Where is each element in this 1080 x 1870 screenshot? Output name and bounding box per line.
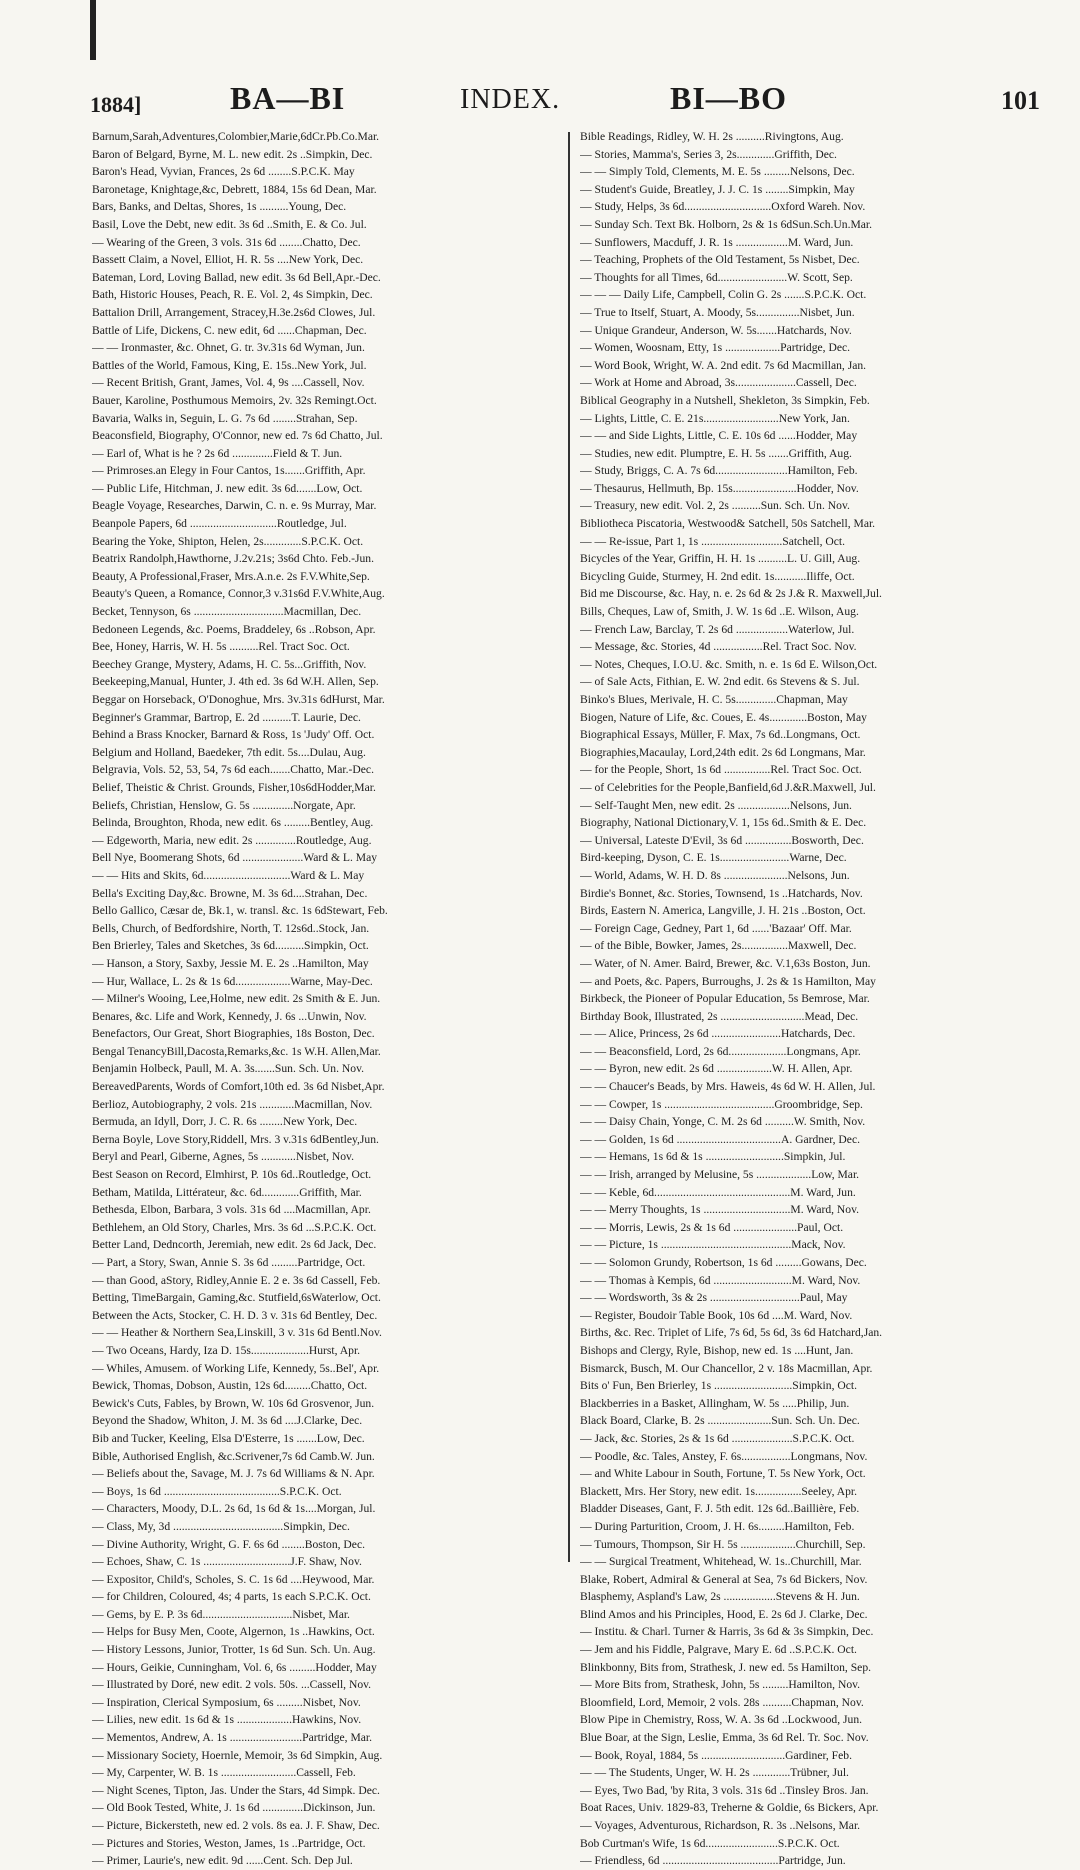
left-margin-rule [90, 0, 96, 60]
index-entry: — Sunday Sch. Text Bk. Holborn, 2s & 1s 6dSun.Sch.Un.Mar. [580, 217, 873, 231]
index-entry: — — The Students, Unger, W. H. 2s .............Trübner, Jul. [580, 1766, 849, 1780]
index-entry: — and White Labour in South, Fortune, T. 5s New York, Oct. [580, 1467, 866, 1481]
year-label: 1884] [90, 92, 142, 117]
index-entry: — Word Book, Wright, W. A. 2nd edit. 7s 6d Macmillan, Jan. [580, 358, 867, 372]
index-entry: Bauer, Karoline, Posthumous Memoirs, 2v. 32s Remingt.Oct. [92, 393, 377, 407]
index-entry: — of Celebrities for the People,Banfield,6d J.&R.Maxwell, Jul. [580, 780, 876, 794]
index-entry: Bell Nye, Boomerang Shots, 6d .....................Ward & L. May [92, 851, 378, 865]
index-entry: Births, &c. Rec. Triplet of Life, 7s 6d, 5s 6d, 3s 6d Hatchard,Jan. [580, 1326, 883, 1340]
index-entry: — Picture, Bickersteth, new ed. 2 vols. 8s ea. J. F. Shaw, Dec. [92, 1819, 380, 1832]
left-column [92, 128, 552, 1870]
index-entry: — Edgeworth, Maria, new edit. 2s ..............Routledge, Aug. [92, 833, 372, 847]
index-entry: — Sunflowers, Macduff, J. R. 1s ..................M. Ward, Jun. [580, 235, 854, 249]
index-entry: — Lilies, new edit. 1s 6d & 1s ...................Hawkins, Nov. [92, 1713, 362, 1727]
index-entry: Birthday Book, Illustrated, 2s .............................Mead, Dec. [580, 1009, 859, 1023]
index-entry: — than Good, aStory, Ridley,Annie E. 2 e. 3s 6d Cassell, Feb. [92, 1273, 381, 1287]
index-entry: Belinda, Broughton, Rhoda, new edit. 6s .........Bentley, Aug. [92, 816, 374, 830]
index-entry: — Characters, Moody, D.L. 2s 6d, 1s 6d & 1s....Morgan, Jul. [92, 1502, 376, 1516]
index-entry: Battalion Drill, Arrangement, Stracey,H.3e.2s6d Clowes, Jul. [92, 305, 376, 319]
index-entry: Birdie's Bonnet, &c. Stories, Townsend, 1s ..Hatchards, Nov. [580, 886, 863, 900]
index-entry: Bladder Diseases, Gant, F. J. 5th edit. 12s 6d..Baillière, Feb. [580, 1502, 860, 1516]
index-entry: Berlioz, Autobiography, 2 vols. 21s ............Macmillan, Nov. [92, 1097, 373, 1111]
index-entry: — Boys, 1s 6d ........................................S.P.C.K. Oct. [92, 1484, 342, 1498]
index-entry: Bismarck, Busch, M. Our Chancellor, 2 v. 18s Macmillan, Apr. [580, 1361, 873, 1375]
index-entry: Best Season on Record, Elmhirst, P. 10s 6d..Routledge, Oct. [92, 1168, 372, 1182]
index-entry: Bateman, Lord, Loving Ballad, new edit. 3s 6d Bell,Apr.-Dec. [92, 270, 381, 284]
index-entry: — Two Oceans, Hardy, Iza D. 15s....................Hurst, Apr. [92, 1343, 361, 1357]
index-entry: Bassett Claim, a Novel, Elliot, H. R. 5s ....New York, Dec. [92, 253, 364, 267]
index-entry: Bits o' Fun, Ben Brierley, 1s ...........................Simpkin, Oct. [580, 1379, 858, 1393]
index-entry: — — Wordsworth, 3s & 2s ...............................Paul, May [580, 1291, 848, 1305]
index-entry: — Pictures and Stories, Weston, James, 1s ..Partridge, Oct. [92, 1836, 366, 1850]
index-entry: — Voyages, Adventurous, Richardson, R. 3s ..Nelsons, Mar. [580, 1819, 861, 1832]
index-entry: Beggar on Horseback, O'Donoghue, Mrs. 3v.31s 6dHurst, Mar. [92, 693, 385, 706]
index-entry: Blinkbonny, Bits from, Strathesk, J. new ed. 5s Hamilton, Sep. [580, 1660, 872, 1674]
index-entry: Biogen, Nature of Life, &c. Coues, E. 4s.............Boston, May [580, 710, 867, 724]
index-entry: — During Parturition, Croom, J. H. 6s.........Hamilton, Feb. [580, 1519, 855, 1533]
index-entry: Beatrix Randolph,Hawthorne, J.2v.21s; 3s6d Chto. Feb.-Jun. [92, 552, 374, 566]
index-entry: — Public Life, Hitchman, J. new edit. 3s 6d.......Low, Oct. [92, 481, 363, 495]
index-entry: — Beliefs about the, Savage, M. J. 7s 6d Williams & N. Apr. [92, 1467, 375, 1481]
index-entry: — Study, Briggs, C. A. 7s 6d.........................Hamilton, Feb. [580, 464, 858, 478]
index-entry: Belgium and Holland, Baedeker, 7th edit. 5s....Dulau, Aug. [92, 745, 366, 759]
index-entry: — Class, My, 3d ......................................Simpkin, Dec. [92, 1519, 350, 1533]
index-entry: — World, Adams, W. H. D. 8s ......................Nelsons, Jun. [580, 868, 850, 882]
index-entry: — Women, Woosnam, Etty, 1s ...................Partridge, Dec. [580, 341, 851, 355]
index-entry: Beryl and Pearl, Giberne, Agnes, 5s ............Nisbet, Nov. [92, 1150, 354, 1164]
index-entry: — — Surgical Treatment, Whitehead, W. 1s..Churchill, Mar. [580, 1555, 862, 1569]
index-entry: — Jack, &c. Stories, 2s & 1s 6d .....................S.P.C.K. Oct. [580, 1431, 855, 1445]
index-entry: — — Hemans, 1s 6d & 1s ...........................Simpkin, Jul. [580, 1150, 846, 1164]
index-entry: — — Hits and Skits, 6d..............................Ward & L. May [92, 868, 365, 882]
index-entry: — Study, Helps, 3s 6d..............................Oxford Wareh. Nov. [580, 200, 866, 214]
index-entry: Benares, &c. Life and Work, Kennedy, J. 6s ...Unwin, Nov. [92, 1009, 367, 1023]
index-entry: Bewick's Cuts, Fables, by Brown, W. 10s 6d Grosvenor, Jun. [92, 1396, 375, 1410]
index-entry: — Teaching, Prophets of the Old Testament, 5s Nisbet, Dec. [580, 253, 860, 267]
index-entry: — Universal, Lateste D'Evil, 3s 6d ................Bosworth, Dec. [580, 833, 864, 847]
index-entry: BereavedParents, Words of Comfort,10th ed. 3s 6d Nisbet,Apr. [92, 1080, 385, 1094]
index-entry: — Old Book Tested, White, J. 1s 6d ..............Dickinson, Jun. [92, 1801, 376, 1815]
left-range-heading: BA—BI [230, 80, 346, 116]
index-entry: — Book, Royal, 1884, 5s .............................Gardiner, Feb. [580, 1748, 852, 1762]
index-entry: — — Picture, 1s .............................................Mack, Nov. [580, 1238, 846, 1252]
index-entry: — Recent British, Grant, James, Vol. 4, 9s ....Cassell, Nov. [92, 376, 365, 390]
index-entry: — Water, of N. Amer. Baird, Brewer, &c. V.1,63s Boston, Jun. [580, 956, 871, 970]
index-entry: Bethesda, Elbon, Barbara, 3 vols. 31s 6d ....Macmillan, Apr. [92, 1203, 371, 1217]
index-entry: — Jem and his Fiddle, Palgrave, Mary E. 6d ..S.P.C.K. Oct. [580, 1643, 857, 1657]
index-entry: Blow Pipe in Chemistry, Ross, W. A. 3s 6d ..Lockwood, Jun. [580, 1713, 863, 1727]
index-entry: — French Law, Barclay, T. 2s 6d ..................Waterlow, Jul. [580, 622, 855, 636]
index-entry: Birkbeck, the Pioneer of Popular Education, 5s Bemrose, Mar. [580, 992, 870, 1006]
index-entry: — Hours, Geikie, Cunningham, Vol. 6, 6s .........Hodder, May [92, 1660, 377, 1674]
index-entry: Bella's Exciting Day,&c. Browne, M. 3s 6d....Strahan, Dec. [92, 886, 368, 900]
index-entry: — — Golden, 1s 6d ....................................A. Gardner, Dec. [580, 1132, 860, 1146]
column-divider [568, 132, 570, 1562]
index-entry: — Divine Authority, Wright, G. F. 6s 6d ........Boston, Dec. [92, 1537, 365, 1551]
index-entry: Becket, Tennyson, 6s ...............................Macmillan, Dec. [92, 605, 362, 619]
index-entry: — — Beaconsfield, Lord, 2s 6d....................Longmans, Apr. [580, 1044, 861, 1058]
index-entry: — — Re-issue, Part 1, 1s ............................Satchell, Oct. [580, 534, 846, 548]
index-entry: Beliefs, Christian, Henslow, G. 5s ..............Norgate, Apr. [92, 798, 356, 812]
index-entry: — Poodle, &c. Tales, Anstey, F. 6s.................Longmans, Nov. [580, 1449, 868, 1463]
index-entry: Basil, Love the Debt, new edit. 3s 6d ..Smith, E. & Co. Jul. [92, 217, 367, 231]
index-entry: Berna Boyle, Love Story,Riddell, Mrs. 3 v.31s 6dBentley,Jun. [92, 1132, 379, 1146]
index-entry: — Primroses.an Elegy in Four Cantos, 1s.......Griffith, Apr. [92, 464, 366, 478]
index-entry: — Notes, Cheques, I.O.U. &c. Smith, n. e. 1s 6d E. Wilson,Oct. [580, 657, 878, 671]
index-entry: — Studies, new edit. Plumptre, E. H. 5s .......Griffith, Aug. [580, 446, 852, 460]
index-entry: — Illustrated by Doré, new edit. 2 vols. 50s. ...Cassell, Nov. [92, 1678, 372, 1692]
index-entry: — — Simply Told, Clements, M. E. 5s .........Nelsons, Dec. [580, 165, 855, 179]
index-entry: Baronetage, Knightage,&c, Debrett, 1884, 15s 6d Dean, Mar. [92, 182, 377, 196]
right-column [580, 128, 1040, 1870]
index-entry: — Tumours, Thompson, Sir H. 5s ...................Churchill, Sep. [580, 1537, 866, 1551]
index-entry: Benefactors, Our Great, Short Biographies, 18s Boston, Dec. [92, 1027, 375, 1041]
index-entry: — Register, Boudoir Table Book, 10s 6d ....M. Ward, Nov. [580, 1308, 853, 1322]
index-entry: Biographies,Macaulay, Lord,24th edit. 2s 6d Longmans, Mar. [580, 745, 866, 759]
index-entry: — Eyes, Two Bad, 'by Rita, 3 vols. 31s 6d ..Tinsley Bros. Jan. [580, 1783, 869, 1797]
index-entry: Beaconsfield, Biography, O'Connor, new ed. 7s 6d Chatto, Jul. [92, 429, 383, 443]
index-entry: Bearing the Yoke, Shipton, Helen, 2s.............S.P.C.K. Oct. [92, 534, 364, 548]
index-entry: — Night Scenes, Tipton, Jas. Under the Stars, 4d Simpk. Dec. [92, 1783, 380, 1797]
index-entry: — — Ironmaster, &c. Ohnet, G. tr. 3v.31s 6d Wyman, Jun. [92, 341, 365, 355]
index-entry: — Primer, Laurie's, new edit. 9d ......Cent. Sch. Dep Jul. [92, 1854, 353, 1868]
index-entry: — — Morris, Lewis, 2s & 1s 6d ......................Paul, Oct. [580, 1220, 844, 1234]
index-entry: — — Solomon Grundy, Robertson, 1s 6d .........Gowans, Dec. [580, 1256, 867, 1269]
index-entry: Blackett, Mrs. Her Story, new edit. 1s................Seeley, Apr. [580, 1484, 858, 1498]
index-entry: Bengal TenancyBill,Dacosta,Remarks,&c. 1s W.H. Allen,Mar. [92, 1044, 381, 1058]
index-entry: — Stories, Mamma's, Series 3, 2s.............Griffith, Dec. [580, 147, 837, 161]
index-entry: — — Merry Thoughts, 1s ..............................M. Ward, Nov. [580, 1203, 860, 1217]
index-entry: Betham, Matilda, Littérateur, &c. 6d.............Griffith, Mar. [92, 1185, 362, 1199]
index-entry: — Thesaurus, Hellmuth, Bp. 15s......................Hodder, Nov. [580, 481, 859, 495]
index-entry: — Lights, Little, C. E. 21s..........................New York, Jan. [580, 411, 850, 425]
index-entry: — More Bits from, Strathesk, John, 5s .........Hamilton, Nov. [580, 1678, 861, 1692]
index-entry: Bible, Authorised English, &c.Scrivener,7s 6d Camb.W. Jun. [92, 1449, 375, 1463]
index-entry: Behind a Brass Knocker, Barnard & Ross, 1s 'Judy' Off. Oct. [92, 728, 375, 742]
index-entry: Beekeeping,Manual, Hunter, J. 4th ed. 3s 6d W.H. Allen, Sep. [92, 675, 379, 689]
index-entry: — of Sale Acts, Fithian, E. W. 2nd edit. 6s Stevens & S. Jul. [580, 675, 860, 689]
index-entry: Baron's Head, Vyvian, Frances, 2s 6d ........S.P.C.K. May [92, 165, 355, 179]
index-entry: Bee, Honey, Harris, W. H. 5s ..........Rel. Tract Soc. Oct. [92, 640, 350, 654]
index-entry: Binko's Blues, Merivale, H. C. 5s..............Chapman, May [580, 693, 848, 706]
index-entry: Bewick, Thomas, Dobson, Austin, 12s 6d.........Chatto, Oct. [92, 1379, 368, 1393]
page-header [90, 80, 1040, 126]
index-entry: Bethlehem, an Old Story, Charles, Mrs. 3s 6d ...S.P.C.K. Oct. [92, 1220, 377, 1234]
index-entry: — — — Daily Life, Campbell, Colin G. 2s .......S.P.C.K. Oct. [580, 288, 867, 302]
index-entry: Black Board, Clarke, B. 2s ......................Sun. Sch. Un. Dec. [580, 1414, 860, 1428]
index-entry: Belgravia, Vols. 52, 53, 54, 7s 6d each.......Chatto, Mar.-Dec. [92, 763, 374, 777]
index-entry: Blue Boar, at the Sign, Leslie, Emma, 3s 6d Rel. Tr. Soc. Nov. [580, 1731, 869, 1745]
index-entry: Biblical Geography in a Nutshell, Shekleton, 3s Simpkin, Feb. [580, 393, 870, 407]
index-entry: Blasphemy, Aspland's Law, 2s ..................Stevens & H. Jun. [580, 1590, 860, 1604]
index-entry: — Whiles, Amusem. of Working Life, Kennedy, 5s..Bel', Apr. [92, 1361, 380, 1375]
index-entry: — Foreign Cage, Gedney, Part 1, 6d ......'Bazaar' Off. Mar. [580, 921, 852, 935]
index-entry: — Missionary Society, Hoernle, Memoir, 3s 6d Simpkin, Aug. [92, 1748, 383, 1762]
index-entry: — — and Side Lights, Little, C. E. 10s 6d ......Hodder, May [580, 429, 858, 443]
index-entry: — — Alice, Princess, 2s 6d ........................Hatchards, Dec. [580, 1027, 856, 1041]
index-entry: — Gems, by E. P. 3s 6d...............................Nisbet, Mar. [92, 1607, 350, 1621]
index-entry: — Thoughts for all Times, 6d........................W. Scott, Sep. [580, 270, 853, 284]
index-entry: Bicycles of the Year, Griffin, H. H. 1s ..........L. U. Gill, Aug. [580, 552, 861, 566]
index-entry: — for Children, Coloured, 4s; 4 parts, 1s each S.P.C.K. Oct. [92, 1590, 371, 1604]
index-entry: Bird-keeping, Dyson, C. E. 1s........................Warne, Dec. [580, 851, 847, 865]
index-entry: Beanpole Papers, 6d ..............................Routledge, Jul. [92, 517, 347, 531]
index-entry: Bills, Cheques, Law of, Smith, J. W. 1s 6d ..E. Wilson, Aug. [580, 605, 859, 619]
index-entry: — Unique Grandeur, Anderson, W. 5s.......Hatchards, Nov. [580, 323, 852, 337]
index-entry: — Hanson, a Story, Saxby, Jessie M. E. 2s ..Hamilton, May [92, 956, 369, 970]
index-entry: Bob Curtman's Wife, 1s 6d.........................S.P.C.K. Oct. [580, 1836, 840, 1850]
index-entry: — Milner's Wooing, Lee,Holme, new edit. 2s Smith & E. Jun. [92, 992, 381, 1006]
index-entry: — — Thomas à Kempis, 6d ...........................M. Ward, Nov. [580, 1273, 861, 1287]
right-range-heading: BI—BO [670, 80, 788, 116]
index-entry: — My, Carpenter, W. B. 1s ..........................Cassell, Feb. [92, 1766, 356, 1780]
index-entry: Blake, Robert, Admiral & General at Sea, 7s 6d Bickers, Nov. [580, 1572, 868, 1586]
index-entry: Bicycling Guide, Sturmey, H. 2nd edit. 1s...........Iliffe, Oct. [580, 569, 855, 583]
index-entry: Betting, TimeBargain, Gaming,&c. Stutfield,6sWaterlow, Oct. [92, 1291, 381, 1305]
index-entry: — Part, a Story, Swan, Annie S. 3s 6d .........Partridge, Oct. [92, 1256, 366, 1269]
index-entry: Bloomfield, Lord, Memoir, 2 vols. 28s ..........Chapman, Nov. [580, 1695, 864, 1709]
index-entry: — and Poets, &c. Papers, Burroughs, J. 2s & 1s Hamilton, May [580, 974, 876, 988]
index-entry: Bars, Banks, and Deltas, Shores, 1s ..........Young, Dec. [92, 200, 347, 214]
index-entry: — — Byron, new edit. 2s 6d ...................W. H. Allen, Apr. [580, 1062, 853, 1076]
index-entry: — Student's Guide, Breatley, J. J. C. 1s ........Simpkin, May [580, 182, 855, 196]
index-entry: Bible Readings, Ridley, W. H. 2s ..........Rivingtons, Aug. [580, 130, 844, 143]
index-entry: — — Cowper, 1s ......................................Groombridge, Sep. [580, 1097, 863, 1111]
index-entry: Barnum,Sarah,Adventures,Colombier,Marie,6dCr.Pb.Co.Mar. [92, 130, 380, 143]
index-entry: Ben Brierley, Tales and Sketches, 3s 6d..........Simpkin, Oct. [92, 939, 369, 953]
index-entry: — — Daisy Chain, Yonge, C. M. 2s 6d ..........W. Smith, Nov. [580, 1115, 866, 1129]
index-entry: Beagle Voyage, Researches, Darwin, C. n. e. 9s Murray, Mar. [92, 499, 377, 513]
index-entry: Bermuda, an Idyll, Dorr, J. C. R. 6s ........New York, Dec. [92, 1115, 358, 1129]
index-entry: Beyond the Shadow, Whiton, J. M. 3s 6d ....J.Clarke, Dec. [92, 1414, 363, 1428]
index-entry: Blind Amos and his Principles, Hood, E. 2s 6d J. Clarke, Dec. [580, 1607, 868, 1621]
index-entry: Biographical Essays, Müller, F. Max, 7s 6d..Longmans, Oct. [580, 728, 861, 742]
index-entry: — Echoes, Shaw, C. 1s ..............................J.F. Shaw, Nov. [92, 1555, 362, 1569]
index-entry: — Work at Home and Abroad, 3s.....................Cassell, Dec. [580, 376, 857, 390]
index-entry: — Self-Taught Men, new edit. 2s ..................Nelsons, Jun. [580, 798, 852, 812]
index-entry: — — Chaucer's Beads, by Mrs. Haweis, 4s 6d W. H. Allen, Jul. [580, 1080, 876, 1094]
index-entry: — Earl of, What is he ? 2s 6d ..............Field & T. Jun. [92, 446, 343, 460]
index-entry: Baron of Belgard, Byrne, M. L. new edit. 2s ..Simpkin, Dec. [92, 147, 373, 161]
index-entry: Birds, Eastern N. America, Langville, J. H. 21s ..Boston, Oct. [580, 904, 866, 918]
index-entry: Better Land, Dedncorth, Jeremiah, new edit. 2s 6d Jack, Dec. [92, 1238, 377, 1252]
page-number: 101 [1001, 86, 1040, 115]
index-entry: — Treasury, new edit. Vol. 2, 2s ..........Sun. Sch. Un. Nov. [580, 499, 850, 513]
index-entry: Benjamin Holbeck, Paull, M. A. 3s.......Sun. Sch. Un. Nov. [92, 1062, 365, 1076]
index-entry: Bedoneen Legends, &c. Poems, Braddeley, 6s ..Robson, Apr. [92, 622, 376, 636]
index-entry: Belief, Theistic & Christ. Grounds, Fisher,10s6dHodder,Mar. [92, 780, 376, 794]
index-entry: — Helps for Busy Men, Coote, Algernon, 1s ..Hawkins, Oct. [92, 1625, 375, 1639]
index-entry: Beauty, A Professional,Fraser, Mrs.A.n.e. 2s F.V.White,Sep. [92, 569, 370, 583]
index-entry: — — Irish, arranged by Melusine, 5s ...................Low, Mar. [580, 1168, 860, 1182]
index-entry: — Wearing of the Green, 3 vols. 31s 6d ........Chatto, Dec. [92, 235, 361, 249]
index-entry: Between the Acts, Stocker, C. H. D. 3 v. 31s 6d Bentley, Dec. [92, 1308, 378, 1322]
index-entry: Beauty's Queen, a Romance, Connor,3 v.31s6d F.V.White,Aug. [92, 587, 385, 601]
index-entry: Bavaria, Walks in, Seguin, L. G. 7s 6d ........Strahan, Sep. [92, 411, 358, 425]
index-entry: Bath, Historic Houses, Peach, R. E. Vol. 2, 4s Simpkin, Dec. [92, 288, 373, 302]
index-entry: — Friendless, 6d ........................................Partridge, Jun. [580, 1854, 846, 1868]
index-entry: Bells, Church, of Bedfordshire, North, T. 12s6d..Stock, Jan. [92, 921, 370, 935]
index-entry: — History Lessons, Junior, Trotter, 1s 6d Sun. Sch. Un. Aug. [92, 1643, 376, 1657]
page-title: INDEX. [460, 84, 561, 115]
index-entry: Biography, National Dictionary,V. 1, 15s 6d..Smith & E. Dec. [580, 816, 867, 830]
index-entry: Boat Races, Univ. 1829-83, Treherne & Goldie, 6s Bickers, Apr. [580, 1801, 879, 1815]
index-entry: Bib and Tucker, Keeling, Elsa D'Esterre, 1s .......Low, Dec. [92, 1431, 365, 1445]
index-entry: — Inspiration, Clerical Symposium, 6s .........Nisbet, Nov. [92, 1695, 361, 1709]
index-entry: — Mementos, Andrew, A. 1s .........................Partridge, Mar. [92, 1731, 373, 1745]
index-entry: Beechey Grange, Mystery, Adams, H. C. 5s...Griffith, Nov. [92, 657, 367, 671]
index-entry: — for the People, Short, 1s 6d ................Rel. Tract Soc. Oct. [580, 763, 862, 777]
index-entry: — True to Itself, Stuart, A. Moody, 5s...............Nisbet, Jun. [580, 305, 855, 319]
index-entry: — — Heather & Northern Sea,Linskill, 3 v. 31s 6d Bentl.Nov. [92, 1326, 382, 1340]
index-entry: — Institu. & Charl. Turner & Harris, 3s 6d & 3s Simpkin, Dec. [580, 1625, 874, 1639]
index-entry: Bello Gallico, Cæsar de, Bk.1, w. transl. &c. 1s 6dStewart, Feb. [92, 904, 388, 918]
index-entry: Battle of Life, Dickens, C. new edit, 6d ......Chapman, Dec. [92, 323, 367, 337]
index-columns [92, 128, 1040, 1868]
index-entry: — of the Bible, Bowker, James, 2s................Maxwell, Dec. [580, 939, 857, 953]
index-entry: Battles of the World, Famous, King, E. 15s..New York, Jul. [92, 358, 367, 372]
index-entry: Beginner's Grammar, Bartrop, E. 2d ..........T. Laurie, Dec. [92, 710, 361, 724]
index-entry: — — Keble, 6d...............................................M. Ward, Jun. [580, 1185, 856, 1199]
index-entry: Bibliotheca Piscatoria, Westwood& Satchell, 50s Satchell, Mar. [580, 517, 876, 531]
index-entry: Bid me Discourse, &c. Hay, n. e. 2s 6d & 2s J.& R. Maxwell,Jul. [580, 587, 882, 601]
index-entry: Bishops and Clergy, Ryle, Bishop, new ed. 1s ....Hunt, Jan. [580, 1343, 854, 1357]
index-entry: Blackberries in a Basket, Allingham, W. 5s .....Philip, Jun. [580, 1396, 850, 1410]
index-entry: — Message, &c. Stories, 4d .................Rel. Tract Soc. Nov. [580, 640, 857, 654]
index-entry: — Expositor, Child's, Scholes, S. C. 1s 6d ....Heywood, Mar. [92, 1572, 375, 1586]
index-entry: — Hur, Wallace, L. 2s & 1s 6d...................Warne, May-Dec. [92, 974, 373, 988]
